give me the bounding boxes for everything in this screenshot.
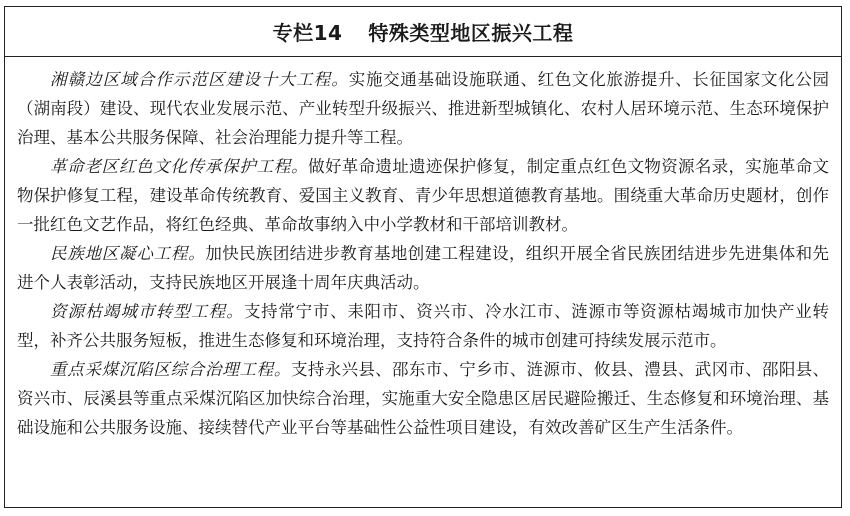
paragraph-lead: 重点采煤沉陷区综合治理工程。 <box>50 360 292 379</box>
paragraph-text: 支持常宁市、耒阳市、资兴市、冷水江市、涟源市等资源枯竭城市加快产业转型，补齐公共服务短板，推进生态修复和环境治理，支持符合条件的城市创建可持续发展示范市。 <box>17 302 830 350</box>
paragraph-coal-subsidence <box>17 355 829 442</box>
paragraph-text: 支持永兴县、邵东市、宁乡市、涟源市、攸县、澧县、武冈市、邵阳县、资兴市、辰溪县等重点采煤沉陷区加快综合治理，实施重大安全隐患区居民避险搬迁、生态修复和环境治理、基础设施和公共服务设施、接续替代产业平台等基础性公益性项目建设，有效改善矿区生产生活条件。 <box>17 360 829 437</box>
paragraph-xiang-gan-border <box>17 65 829 152</box>
column-title: 特殊类型地区振兴工程 <box>368 21 574 45</box>
column-box <box>4 6 842 508</box>
paragraph-lead: 资源枯竭城市转型工程。 <box>50 302 244 321</box>
paragraph-text: 实施交通基础设施联通、红色文化旅游提升、长征国家文化公园（湖南段）建设、现代农业发展示范、产业转型升级振兴、推进新型城镇化、农村人居环境示范、生态环境保护治理、基本公共服务保障、社会治理能力提升等工程。 <box>17 70 829 147</box>
paragraph-ethnic-regions <box>17 239 829 297</box>
paragraph-lead: 民族地区凝心工程。 <box>50 244 206 263</box>
column-header <box>5 7 841 57</box>
column-label: 专栏14 <box>272 21 343 45</box>
paragraph-text: 做好革命遗址遗迹保护修复，制定重点红色文物资源名录，实施革命文物保护修复工程，建设革命传统教育、爱国主义教育、青少年思想道德教育基地。围绕重大革命历史题材，创作一批红色文艺作品，将红色经典、革命故事纳入中小学教材和干部培训教材。 <box>17 157 830 234</box>
paragraph-resource-cities <box>17 297 829 355</box>
column-body <box>5 57 841 442</box>
paragraph-red-culture <box>17 152 829 239</box>
paragraph-lead: 革命老区红色文化传承保护工程。 <box>50 157 309 176</box>
paragraph-text: 加快民族团结进步教育基地创建工程建设，组织开展全省民族团结进步先进集体和先进个人表彰活动，支持民族地区开展逢十周年庆典活动。 <box>17 244 830 292</box>
paragraph-lead: 湘赣边区域合作示范区建设十大工程。 <box>50 70 349 89</box>
